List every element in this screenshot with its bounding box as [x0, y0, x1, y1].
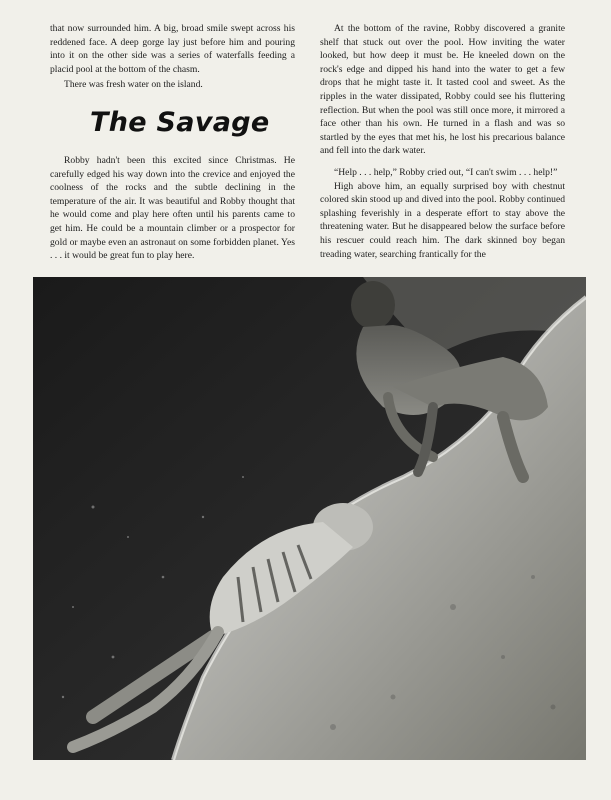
rescue-paragraph: High above him, an equally surprised boy with chestnut colored skin stood up and dived into the pool. Robby continued splashing feverishly in a desperate effort to stay above the threatening water. But he disappeared below the surface before his rescuer could reach him. The dark skinned boy began treading water, searching frantically for the	[320, 180, 565, 260]
help-paragraph: “Help . . . help,” Robby cried out, “I can't swim . . . help!”	[334, 166, 558, 178]
section-heading: The Savage	[90, 106, 270, 138]
right-column	[320, 22, 565, 261]
photograph	[33, 277, 586, 760]
intro-paragraph: that now surrounded him. A big, broad smile swept across his reddened face. A deep gorge lay just before him and pouring into it on the other side was a series of waterfalls feeding a placid pool at the bottom of the chasm.	[50, 23, 295, 75]
main-paragraph: Robby hadn't been this excited since Christmas. He carefully edged his way down into the crevice and enjoyed the coolness of the rocks and the subtle declining in the temperature of the air. It was beautiful and Robby thought that he would come and play here often until his parents came to get him. He could be a mountain climber or a prospector for gold or maybe even an astronaut on some forbidden planet. Yes . . . it would be great fun to play here.	[50, 154, 295, 262]
ravine-paragraph: At the bottom of the ravine, Robby discovered a granite shelf that stuck out over the pool. How inviting the water looked, but how deep it must be. He kneeled down on the rock's edge and dipped his hand into the water to get a few drops that he might taste it. It tasted cool and sweet. As the ripples in the water dissipated, Robby could see his fluttering reflection. But when the pool was still once more, it mirrored a face other than his own. He turned in a flash and was so startled by the eyes that met his, he lost his precarious balance and fell into the dark water.	[320, 23, 565, 157]
water-paragraph: There was fresh water on the island.	[64, 79, 203, 91]
left-column	[50, 22, 295, 263]
photo-illustration	[33, 277, 586, 760]
